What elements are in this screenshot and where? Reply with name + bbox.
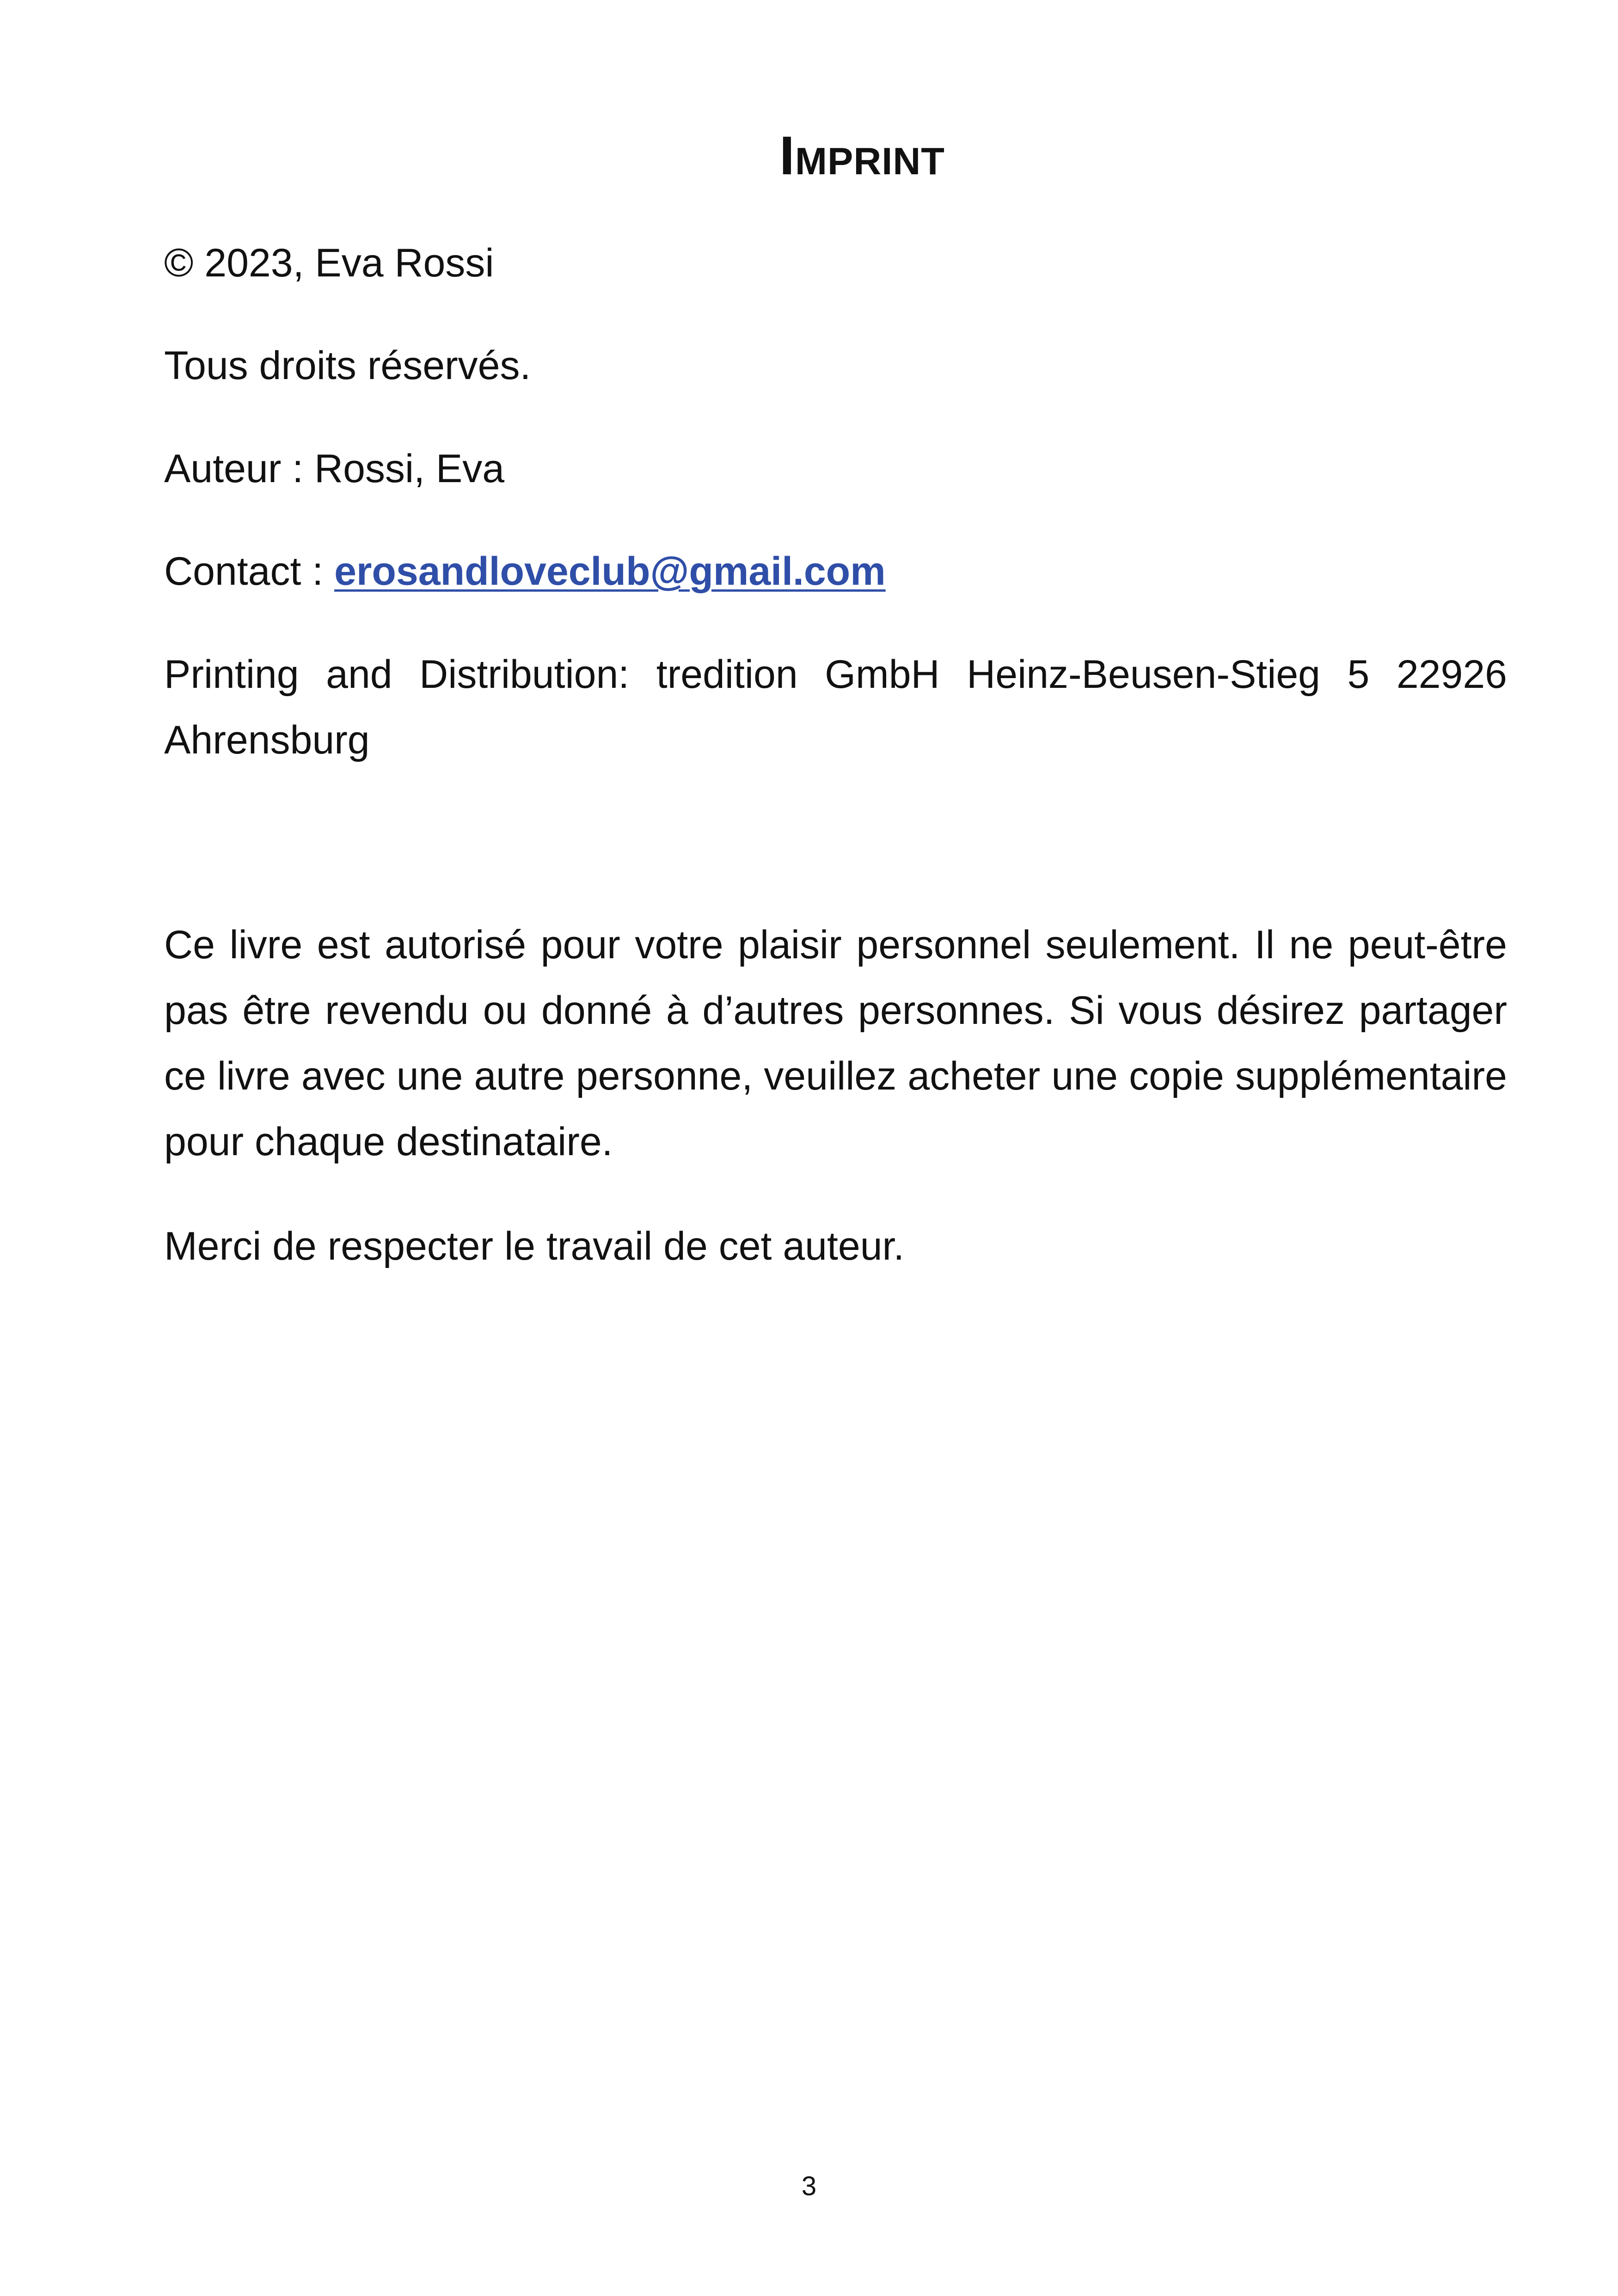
thanks-line: Merci de respecter le travail de cet auteur. (164, 1224, 905, 1268)
license-notice-paragraph: Ce livre est autorisé pour votre plaisir personnel seulement. Il ne peut-être pas être revendu ou donné à d’autres personnes. Si vous désirez partager ce livre avec une autre personne, veuillez acheter une copie supplémentaire pour chaque destinataire. (164, 923, 1507, 1164)
contact-email-link[interactable]: erosandloveclub@gmail.com (334, 549, 886, 594)
printing-distribution-text: Printing and Distribution: tredition GmbH Heinz-Beusen-Stieg 5 22926 Ahrensburg (164, 652, 1507, 762)
contact-label: Contact : (164, 549, 335, 594)
contact-line (164, 539, 1507, 604)
author-line: Auteur : Rossi, Eva (164, 447, 505, 491)
rights-line: Tous droits réservés. (164, 343, 531, 388)
copyright-line: © 2023, Eva Rossi (164, 241, 494, 285)
page-number: 3 (801, 2171, 817, 2201)
page-title: Imprint (779, 125, 945, 186)
